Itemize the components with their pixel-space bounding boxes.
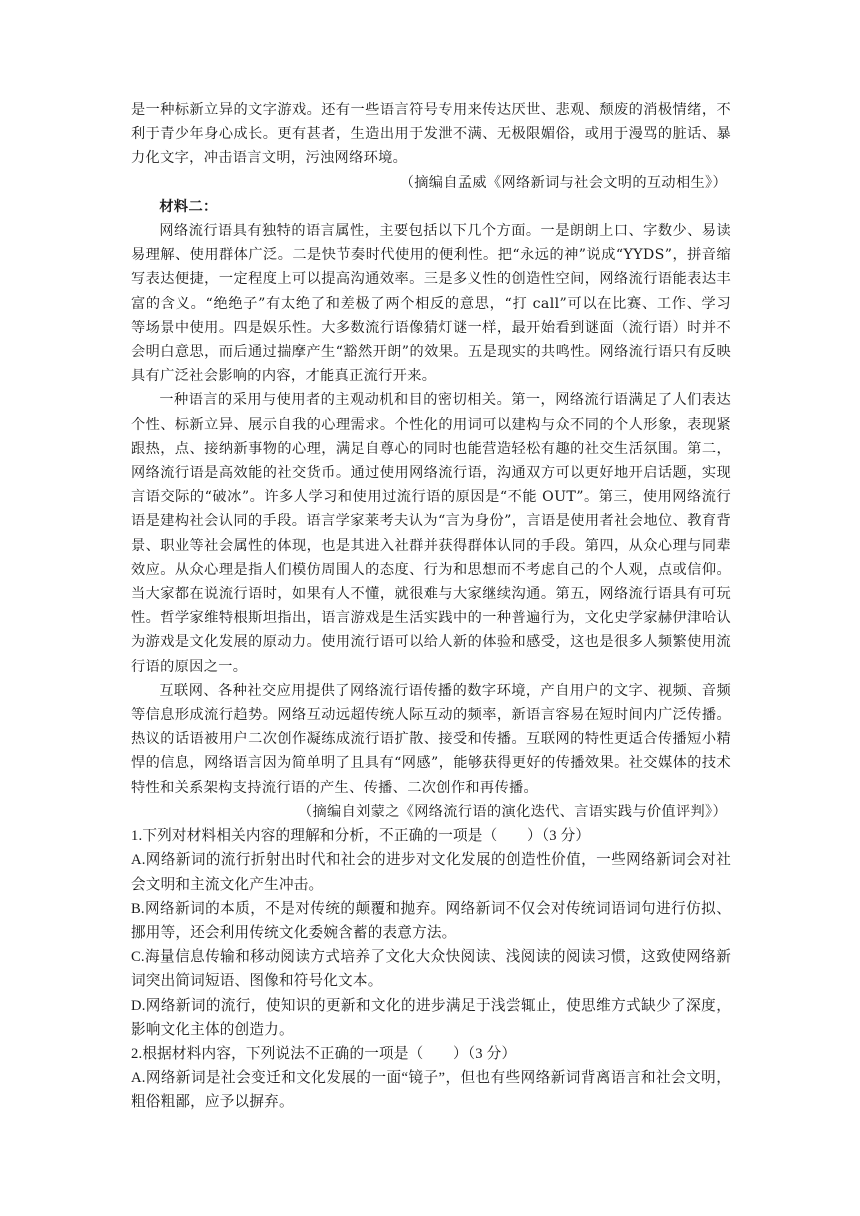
material2-paragraph-1: 网络流行语具有独特的语言属性，主要包括以下几个方面。一是朗朗上口、字数少、易读易理解、使用群体广泛。二是快节奏时代使用的便利性。把“永远的神”说成“YYDS”，拼音缩写表达便捷，一定程度上可以提高沟通效率。三是多义性的创造性空间，网络流行语能表达丰富的含义。“绝绝子”有太绝了和差极了两个相反的意思，“打 call”可以在比赛、工作、学习等场景中使用。四是娱乐性。大多数流行语像猜灯谜一样，最开始看到谜面（流行语）时并不会明白意思，而后通过揣摩产生“豁然开朗”的效果。五是现实的共鸣性。网络流行语只有反映具有广泛社会影响的内容，才能真正流行开来。 xyxy=(131,223,731,385)
material1-source: （摘编自孟威《网络新词与社会文明的互动相生》） xyxy=(399,174,727,191)
document-page xyxy=(131,98,731,1115)
material2-heading: 材料二： xyxy=(159,198,218,215)
material2-source: （摘编自刘蒙之《网络流行语的演化迭代、言语实践与价值评判》） xyxy=(297,803,727,820)
question-2-stem: 2.根据材料内容，下列说法不正确的一项是（ ）（3 分） xyxy=(131,1045,517,1062)
material2-paragraph-2: 一种语言的采用与使用者的主观动机和目的密切相关。第一，网络流行语满足了人们表达个性、标新立异、展示自我的心理需求。个性化的用词可以建构与众不同的个人形象，表现紧跟热，点、接纳新事物的心理，满足自尊心的同时也能营造轻松有趣的社交生活氛围。第二，网络流行语是高效能的社交货币。通过使用网络流行语，沟通双方可以更好地开启话题，实现言语交际的“破冰”。许多人学习和使用过流行语的原因是“不能 OUT”。第三，使用网络流行语是建构社会认同的手段。语言学家莱考夫认为“言为身份”，言语是使用者社会地位、教育背景、职业等社会属性的体现，也是其进入社群并获得群体认同的手段。第四，从众心理与同辈效应。从众心理是指人们模仿周围人的态度、行为和思想而不考虑自己的个人观，点或信仰。当大家都在说流行语时，如果有人不懂，就很难与大家继续沟通。第五，网络流行语具有可玩性。哲学家维特根斯坦指出，语言游戏是生活实践中的一种普遍行为，文化史学家赫伊津哈认为游戏是文化发展的原动力。使用流行语可以给人新的体验和感受，这也是很多人频繁使用流行语的原因之一。 xyxy=(131,392,731,675)
question-1-stem: 1.下列对材料相关内容的理解和分析，不正确的一项是（ ）（3 分） xyxy=(131,828,591,845)
question-1-option-a: A.网络新词的流行折射出时代和社会的进步对文化发展的创造性价值，一些网络新词会对社会文明和主流文化产生冲击。 xyxy=(131,852,731,893)
question-1-option-d: D.网络新词的流行，使知识的更新和文化的进步满足于浅尝辄止，使思维方式缺少了深度，影响文化主体的创造力。 xyxy=(131,997,731,1038)
material1-paragraph-tail: 是一种标新立异的文字游戏。还有一些语言符号专用来传达厌世、悲观、颓废的消极情绪，不利于青少年身心成长。更有甚者，生造出用于发泄不满、无极限媚俗，或用于漫骂的脏话、暴力化文字，冲击语言文明，污浊网络环境。 xyxy=(131,102,731,167)
question-1-option-c: C.海量信息传输和移动阅读方式培养了文化大众快阅读、浅阅读的阅读习惯，这致使网络新词突出简词短语、图像和符号化文本。 xyxy=(131,949,731,990)
question-2-option-a: A.网络新词是社会变迁和文化发展的一面“镜子”，但也有些网络新词背离语言和社会文明，粗俗粗鄙，应予以摒弃。 xyxy=(131,1070,731,1111)
material2-paragraph-3: 互联网、各种社交应用提供了网络流行语传播的数字环境，产自用户的文字、视频、音频等信息形成流行趋势。网络互动远超传统人际互动的频率，新语言容易在短时间内广泛传播。热议的话语被用户二次创作凝练成流行语扩散、接受和传播。互联网的特性更适合传播短小精悍的信息，网络语言因为简单明了且具有“网感”，能够获得更好的传播效果。社交媒体的技术特性和关系架构支持流行语的产生、传播、二次创作和再传播。 xyxy=(131,682,731,796)
question-1-option-b: B.网络新词的本质，不是对传统的颠覆和抛弃。网络新词不仅会对传统词语词句进行仿拟、挪用等，还会利用传统文化委婉含蓄的表意方法。 xyxy=(131,900,731,941)
